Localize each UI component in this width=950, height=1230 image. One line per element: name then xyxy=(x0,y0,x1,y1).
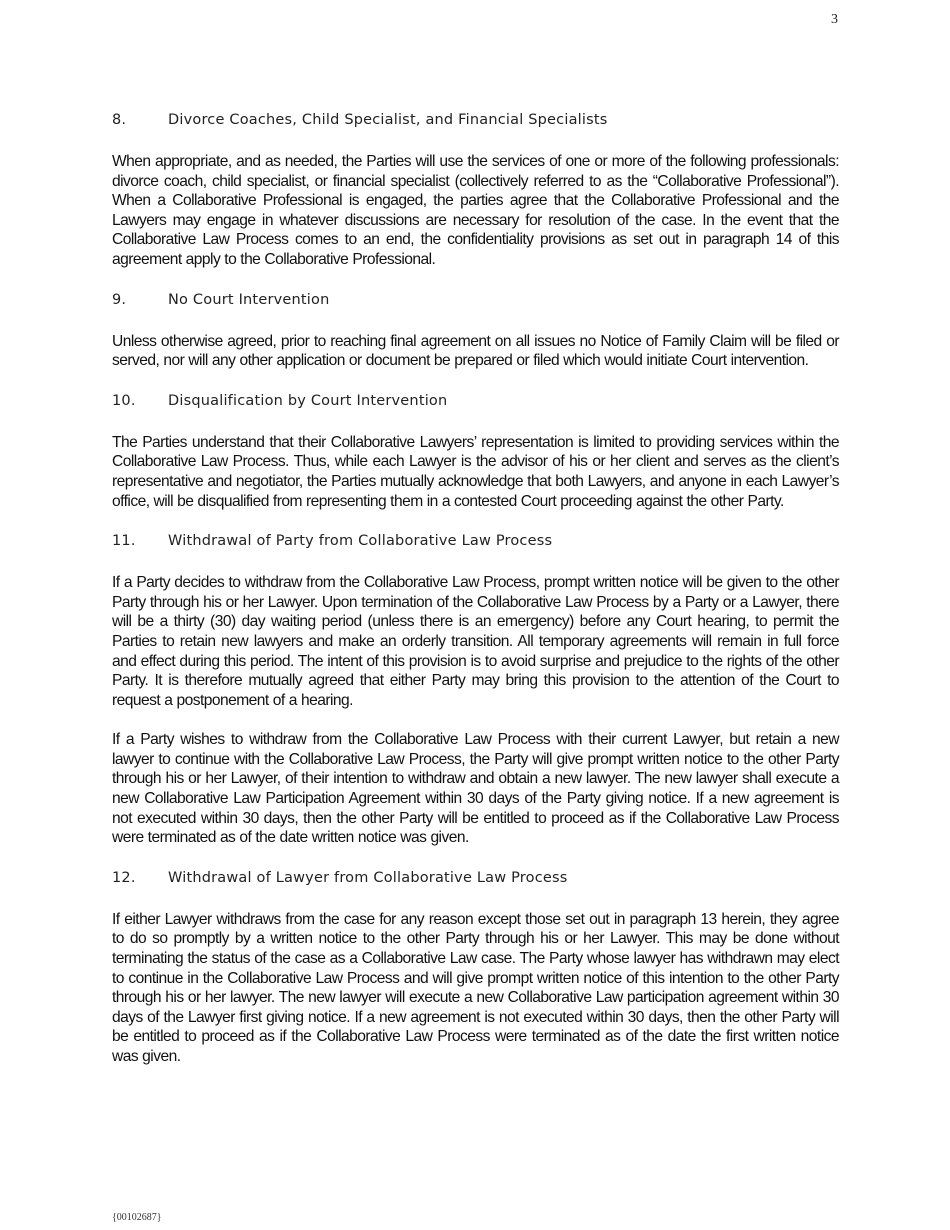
section-12 xyxy=(112,868,839,1067)
section-heading xyxy=(112,531,839,551)
section-heading xyxy=(112,110,839,130)
section-number: 11. xyxy=(112,533,136,550)
section-heading xyxy=(112,391,839,411)
section-paragraph: If either Lawyer withdraws from the case for any reason except those set out in paragraph 13 herein, they agree to do so promptly by a written notice to the other Party through his or her Lawyer. This may be done without terminating the status of the case as a Collaborative Law case. The Party whose lawyer has withdrawn may elect to continue in the Collaborative Law Process and will give prompt written notice of this intention to the other Party through his or her lawyer. The new lawyer will execute a new Collaborative Law participation agreement within 30 days of the Lawyer first giving notice. If a new agreement is not executed within 30 days, then the other Party will be entitled to proceed as if the Collaborative Law Process were terminated as of the date the first written notice was given. xyxy=(112,910,839,1065)
section-title: Divorce Coaches, Child Specialist, and Financial Specialists xyxy=(168,112,608,128)
section-heading xyxy=(112,868,839,888)
section-11 xyxy=(112,531,839,848)
section-paragraph: If a Party decides to withdraw from the Collaborative Law Process, prompt written notice will be given to the other Party through his or her Lawyer. Upon termination of the Collaborative Law Process by a Party or a Lawyer, there will be a thirty (30) day waiting period (unless there is an emergency) before any Court hearing, to permit the Parties to retain new lawyers and make an orderly transition. All temporary agreements will remain in full force and effect during this period. The intent of this provision is to avoid surprise and prejudice to the rights of the other Party. It is therefore mutually agreed that either Party may bring this provision to the attention of the Court to request a postponement of a hearing. xyxy=(112,574,839,709)
section-title: Withdrawal of Lawyer from Collaborative Law Process xyxy=(168,869,568,886)
section-paragraph: If a Party wishes to withdraw from the Collaborative Law Process with their current Lawyer, but retain a new lawyer to continue with the Collaborative Law Process, the Party will give prompt written notice to the other Party through his or her Lawyer, of their intention to withdraw and obtain a new lawyer. The new lawyer shall execute a new Collaborative Law Participation Agreement within 30 days of the Party giving notice. If a new agreement is not executed within 30 days, then the other Party will be entitled to proceed as if the Collaborative Law Process were terminated as of the date written notice was given. xyxy=(112,731,839,847)
section-9 xyxy=(112,290,839,371)
section-number: 12. xyxy=(112,869,136,886)
section-10 xyxy=(112,391,839,511)
section-title: No Court Intervention xyxy=(168,291,330,308)
section-paragraph: When appropriate, and as needed, the Parties will use the services of one or more of the following professionals: divorce coach, child specialist, or financial specialist (collectively referred to as the “Collaborative Professional”). When a Collaborative Professional is engaged, the parties agree that the Collaborative Professional and the Lawyers may engage in whatever discussions are necessary for resolution of the case. In the event that the Collaborative Law Process comes to an end, the confidentiality provisions as set out in paragraph 14 of this agreement apply to the Collaborative Professional. xyxy=(112,153,839,268)
document-id-footer: {00102687} xyxy=(112,1212,162,1223)
section-number: 9. xyxy=(112,291,127,308)
section-paragraph: Unless otherwise agreed, prior to reaching final agreement on all issues no Notice of Family Claim will be filed or served, nor will any other application or document be prepared or filed which would initiate Court intervention. xyxy=(112,332,839,370)
page-number: 3 xyxy=(831,12,838,27)
section-title: Disqualification by Court Intervention xyxy=(168,392,448,409)
document-body xyxy=(112,110,839,1087)
section-number: 10. xyxy=(112,392,136,409)
section-8 xyxy=(112,110,839,270)
section-title: Withdrawal of Party from Collaborative Law Process xyxy=(168,533,553,550)
section-paragraph: The Parties understand that their Collaborative Lawyers’ representation is limited to providing services within the Collaborative Law Process. Thus, while each Lawyer is the advisor of his or her client and serves as the client’s representative and negotiator, the Parties mutually acknowledge that both Lawyers, and anyone in each Lawyer’s office, will be disqualified from representing them in a contested Court proceeding against the other Party. xyxy=(112,433,839,510)
section-heading xyxy=(112,290,839,310)
section-number: 8. xyxy=(112,112,127,128)
